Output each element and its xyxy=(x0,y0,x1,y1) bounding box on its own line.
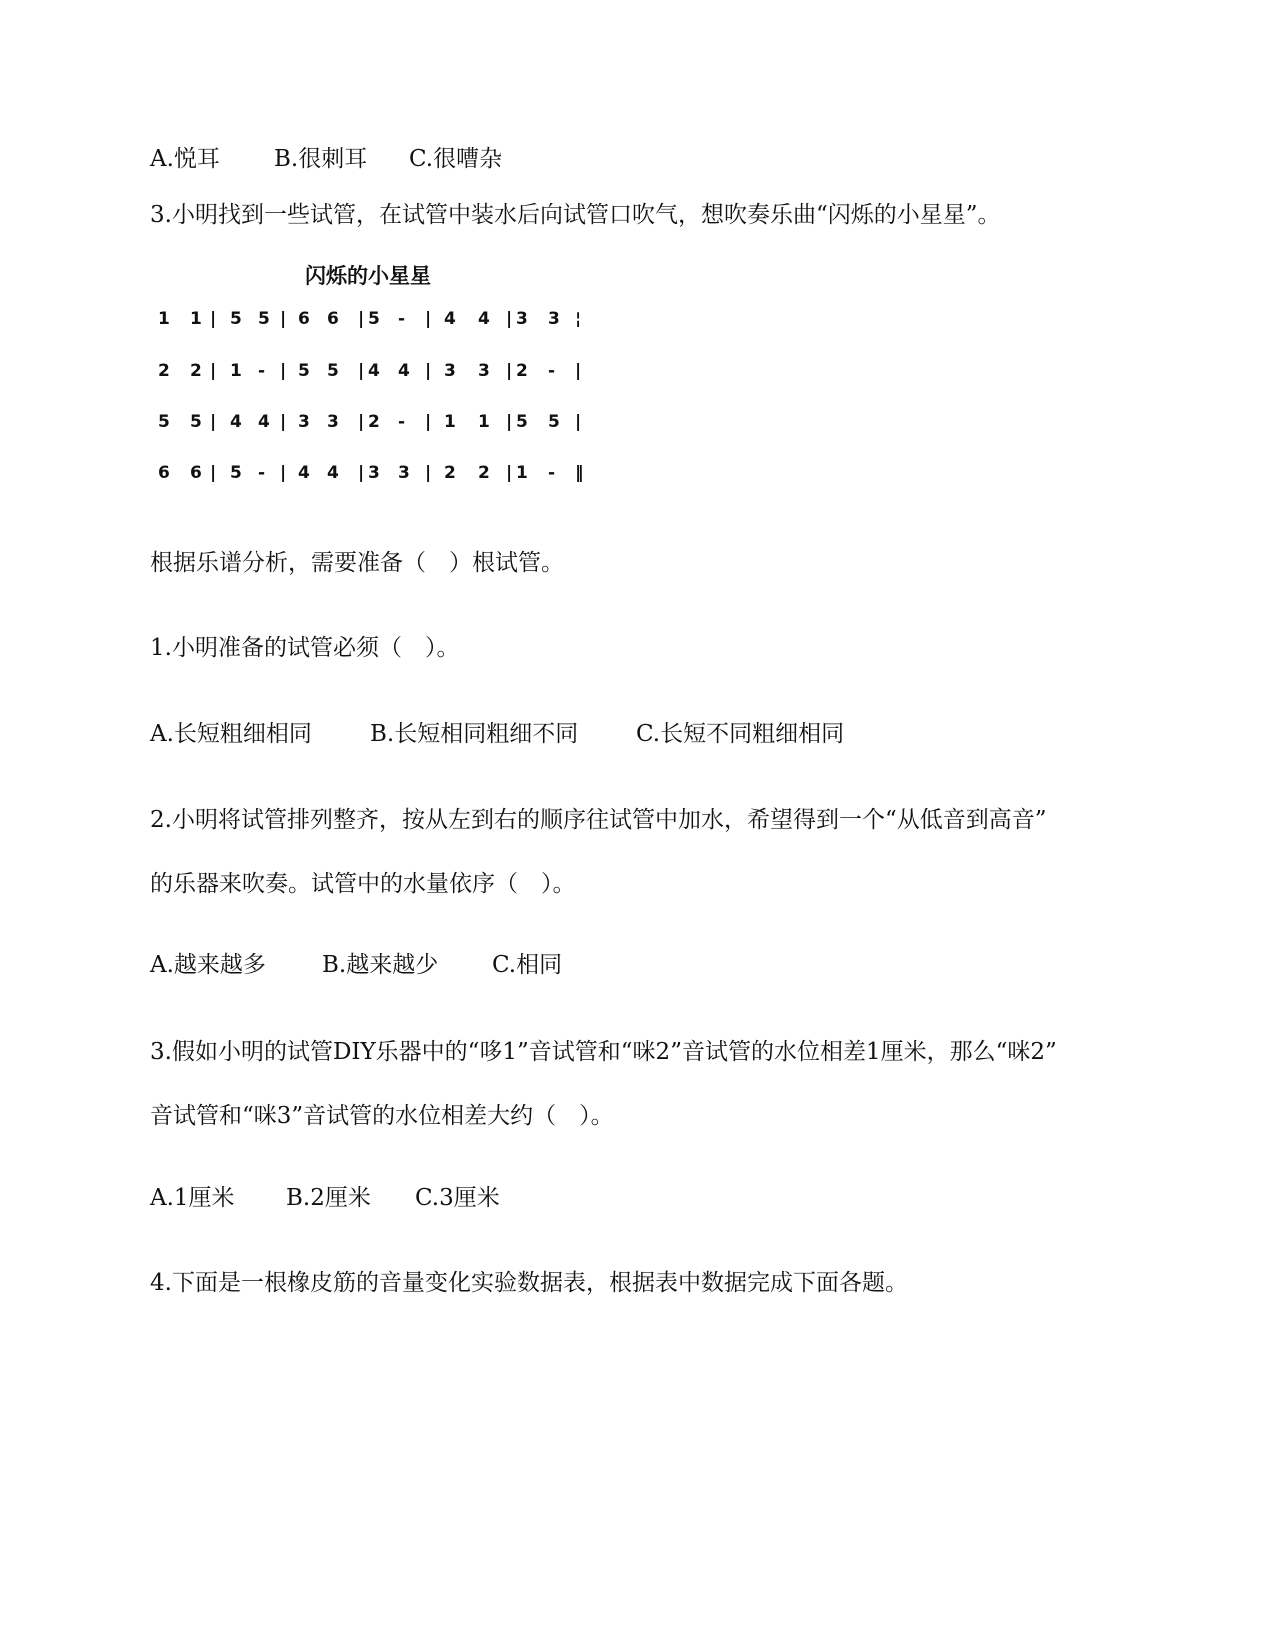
sub-question-3-line-2: 音试管和“咪3”音试管的水位相差大约（ ）。 xyxy=(150,1103,614,1129)
score-note: 5 xyxy=(548,412,560,432)
question-3-intro: 3.小明找到一些试管，在试管中装水后向试管口吹气，想吹奏乐曲“闪烁的小星星”。 xyxy=(150,202,1001,228)
bar-line: | xyxy=(210,309,217,329)
bar-line: | xyxy=(358,309,365,329)
score-note: 4 xyxy=(478,309,490,329)
score-note: 3 xyxy=(444,361,456,381)
score-note: 5 xyxy=(258,309,270,329)
score-row xyxy=(150,356,620,386)
score-note: 4 xyxy=(368,361,380,381)
sub-question-1-options xyxy=(150,719,844,749)
score-note: 3 xyxy=(548,309,560,329)
score-note: 6 xyxy=(327,309,339,329)
score-note: 2 xyxy=(478,463,490,483)
score-note: 4 xyxy=(444,309,456,329)
bar-line: | xyxy=(425,309,432,329)
score-note: 4 xyxy=(230,412,242,432)
score-note: 5 xyxy=(230,463,242,483)
sub-question-2-line-2: 的乐器来吹奏。试管中的水量依序（ ）。 xyxy=(150,871,576,897)
question-4-intro: 4.下面是一根橡皮筋的音量变化实验数据表，根据表中数据完成下面各题。 xyxy=(150,1270,908,1296)
sub-question-2-line-1: 2.小明将试管排列整齐，按从左到右的顺序往试管中加水，希望得到一个“从低音到高音” xyxy=(150,807,1047,833)
score-row xyxy=(150,407,620,437)
score-note: 2 xyxy=(516,361,528,381)
bar-line: | xyxy=(280,412,287,432)
score-note: 2 xyxy=(368,412,380,432)
score-note: - xyxy=(398,412,406,432)
option-a: A.长短粗细相同 xyxy=(150,721,312,747)
score-note: 6 xyxy=(298,309,310,329)
option-c: C.相同 xyxy=(492,952,563,978)
score-note: 5 xyxy=(190,412,202,432)
score-note: 3 xyxy=(478,361,490,381)
prev-question-options xyxy=(150,144,502,174)
score-note: 6 xyxy=(158,463,170,483)
score-note: 5 xyxy=(158,412,170,432)
score-note: 3 xyxy=(398,463,410,483)
score-note: 5 xyxy=(230,309,242,329)
sub-question-1: 1.小明准备的试管必须（ ）。 xyxy=(150,635,460,661)
bar-line: | xyxy=(280,463,287,483)
option-b: B.很刺耳 xyxy=(274,146,368,172)
score-note: - xyxy=(398,309,406,329)
bar-line: | xyxy=(280,309,287,329)
bar-line: | xyxy=(425,463,432,483)
option-a: A.悦耳 xyxy=(150,146,220,172)
option-c: C.长短不同粗细相同 xyxy=(636,721,845,747)
option-b: B.2厘米 xyxy=(286,1185,371,1211)
score-note: 4 xyxy=(398,361,410,381)
bar-line: | xyxy=(506,309,513,329)
score-note: 1 xyxy=(158,309,170,329)
bar-line: | xyxy=(280,361,287,381)
score-note: - xyxy=(258,361,266,381)
score-note: 4 xyxy=(298,463,310,483)
score-note: 5 xyxy=(516,412,528,432)
score-row xyxy=(150,458,620,488)
score-note: 2 xyxy=(190,361,202,381)
bar-line: | xyxy=(575,412,582,432)
bar-line: | xyxy=(358,463,365,483)
score-note: 6 xyxy=(190,463,202,483)
sub-question-3-options xyxy=(150,1183,500,1213)
bar-line: ‖ xyxy=(575,463,584,483)
bar-line: | xyxy=(210,463,217,483)
bar-line: | xyxy=(210,412,217,432)
score-note: 4 xyxy=(327,463,339,483)
score-note: - xyxy=(548,463,556,483)
score-note: 1 xyxy=(190,309,202,329)
score-note: 3 xyxy=(298,412,310,432)
score-note: 1 xyxy=(444,412,456,432)
score-title: 闪烁的小星星 xyxy=(305,264,431,288)
option-a: A.1厘米 xyxy=(150,1185,235,1211)
bar-line: | xyxy=(506,412,513,432)
music-score xyxy=(150,262,620,512)
option-b: B.越来越少 xyxy=(322,952,439,978)
score-note: 2 xyxy=(158,361,170,381)
bar-line: | xyxy=(425,412,432,432)
option-c: C.很嘈杂 xyxy=(409,146,503,172)
bar-line: | xyxy=(575,361,582,381)
bar-line: | xyxy=(425,361,432,381)
sub-question-3-line-1: 3.假如小明的试管DIY乐器中的“哆1”音试管和“咪2”音试管的水位相差1厘米，那么“咪2” xyxy=(150,1039,1057,1065)
score-note: 3 xyxy=(368,463,380,483)
bar-line: | xyxy=(358,412,365,432)
option-b: B.长短相同粗细不同 xyxy=(370,721,579,747)
score-note: 1 xyxy=(516,463,528,483)
option-c: C.3厘米 xyxy=(415,1185,500,1211)
score-row xyxy=(150,304,620,334)
score-note: 5 xyxy=(327,361,339,381)
score-note: - xyxy=(258,463,266,483)
score-note: 3 xyxy=(516,309,528,329)
score-note: 5 xyxy=(298,361,310,381)
score-note: 4 xyxy=(258,412,270,432)
score-note: 2 xyxy=(444,463,456,483)
bar-line: | xyxy=(358,361,365,381)
bar-line: | xyxy=(210,361,217,381)
analysis-prompt: 根据乐谱分析，需要准备（ ）根试管。 xyxy=(150,550,564,576)
bar-line: ¦ xyxy=(575,309,582,329)
option-a: A.越来越多 xyxy=(150,952,266,978)
score-note: 1 xyxy=(478,412,490,432)
bar-line: | xyxy=(506,463,513,483)
score-note: - xyxy=(548,361,556,381)
bar-line: | xyxy=(506,361,513,381)
sub-question-2-options xyxy=(150,950,562,980)
score-note: 5 xyxy=(368,309,380,329)
score-note: 3 xyxy=(327,412,339,432)
score-note: 1 xyxy=(230,361,242,381)
